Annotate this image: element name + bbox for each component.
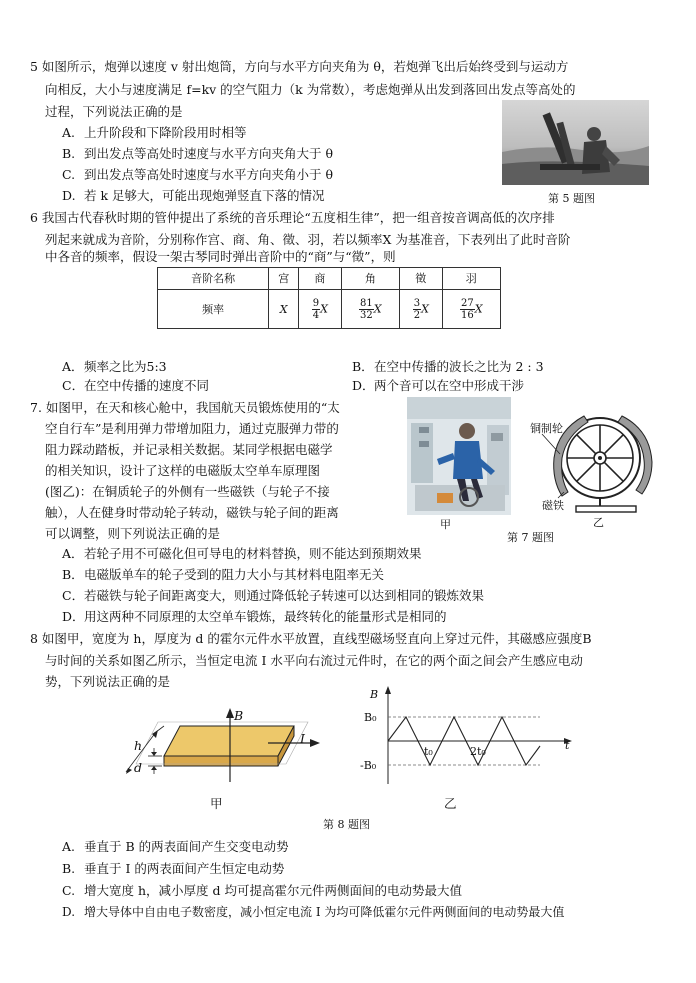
q8-fig-a-label-h: h (134, 738, 143, 753)
q8-line-3: 势，下列说法正确的是 (45, 674, 171, 689)
q8-line-2: 与时间的关系如图乙所示，当恒定电流 I 水平向右流过元件时，在它的两个面之间会产生感应电动 (45, 653, 583, 668)
q8-fig-b-axis-B: B (370, 688, 379, 701)
q7-option-a: A．若轮子用不可磁化但可导电的材料替换，则不能达到预期效果 (62, 546, 422, 561)
table-cell: $\frac{27}{16}$ X (442, 290, 500, 329)
table-cell: X (269, 290, 299, 329)
table-header: 羽 (442, 268, 500, 290)
table-row-label: 频率 (158, 290, 269, 329)
q6-option-c: C．在空中传播的速度不同 (62, 378, 210, 393)
table-header: 商 (299, 268, 342, 290)
q5-line-2: 向相反，大小与速度满足 f=kv 的空气阻力（k 为常数），考虑炮弹从出发到落回出发点等高处的 (45, 82, 576, 97)
q5-option-b: B. 到出发点等高处时速度与水平方向夹角大于 θ (62, 146, 333, 161)
q8-fig-b-t0: t₀ (424, 745, 433, 758)
q8-fig-b-caption: 乙 (444, 796, 457, 811)
q8-line-1: 8 如图甲，宽度为 h，厚度为 d 的霍尔元件水平放置，直线型磁场竖直向上穿过元件，其磁感应强度B (30, 631, 592, 646)
q5-option-c: C. 到出发点等高处时速度与水平方向夹角小于 θ (62, 167, 333, 182)
table-header: 角 (341, 268, 399, 290)
q5-caption: 第 5 题图 (548, 192, 595, 205)
q6-option-d: D．两个音可以在空中形成干涉 (352, 378, 525, 393)
table-cell: $\frac{81}{32}$ X (341, 290, 399, 329)
q8-fig-a-caption: 甲 (210, 796, 223, 811)
q7-line-2: 空自行车”是利用弹力带增加阻力，通过克服弹力带的 (45, 421, 339, 436)
q8-fig-b-B0: B₀ (364, 711, 377, 724)
q5-option-d: D. 若 k 足够大，可能出现炮弹竖直下落的情况 (62, 188, 325, 203)
q7-label-wheel: 铜制轮 (530, 422, 563, 435)
q8-fig-b-negB0: -B₀ (360, 759, 377, 772)
q7-line-7: 可以调整，则下列说法正确的是 (45, 526, 221, 541)
q6-line-2: 列起来就成为音阶，分别称作宫、商、角、徵、羽，若以频率X 为基准音，下表列出了此时音阶 (45, 232, 571, 247)
q8-option-a: A. 垂直于 B 的两表面间产生交变电动势 (62, 839, 289, 854)
q7-line-1: 7. 如图甲，在天和核心舱中，我国航天员锻炼使用的“太 (30, 400, 340, 415)
q8-hall-element-diagram (118, 708, 328, 816)
q6-option-b: B．在空中传播的波长之比为 2 : 3 (352, 359, 544, 374)
q5-option-a: A. 上升阶段和下降阶段用时相等 (62, 125, 247, 140)
q8-bt-graph (360, 684, 590, 794)
q7-option-c: C．若磁铁与轮子间距离变大，则通过降低轮子转速可以达到相同的锻炼效果 (62, 588, 485, 603)
q7-photo-jia (407, 397, 511, 515)
q8-option-c: C. 增大宽度 h，减小厚度 d 均可提高霍尔元件两侧面间的电动势最大值 (62, 883, 462, 898)
q8-option-b: B. 垂直于 I 的两表面间产生恒定电动势 (62, 861, 285, 876)
q7-option-b: B．电磁版单车的轮子受到的阻力大小与其材料电阻率无关 (62, 567, 385, 582)
q7-line-3: 阻力踩动踏板，并记录相关数据。某同学根据电磁学 (45, 442, 333, 457)
q8-option-d: D. 增大导体中自由电子数密度，减小恒定电流 I 为均可降低霍尔元件两侧面间的电动势最大值 (62, 905, 565, 919)
q8-caption: 第 8 题图 (323, 818, 370, 831)
q7-option-d: D．用这两种不同原理的太空单车锻炼，最终转化的能量形式是相同的 (62, 609, 447, 624)
q5-photo (502, 100, 649, 185)
q8-fig-b-2t0: 2t₀ (470, 745, 486, 758)
q8-fig-a-label-I: I (300, 731, 305, 746)
table-header: 宫 (269, 268, 299, 290)
q7-line-4: 的相关知识，设计了这样的电磁版太空单车原理图 (45, 463, 321, 478)
table-cell: $\frac{9}{4}$ X (299, 290, 342, 329)
q6-line-1: 6 我国古代春秋时期的管仲提出了系统的音乐理论“五度相生律”，把一组音按音调高低的次序排 (30, 210, 555, 225)
q7-label-yi: 乙 (593, 516, 604, 529)
table-header: 徵 (400, 268, 443, 290)
q5-line-1: 5 如图所示，炮弹以速度 v 射出炮筒，方向与水平方向夹角为 θ，若炮弹飞出后始终受到与运动方 (30, 59, 569, 74)
q8-fig-a-label-B: B (234, 708, 244, 723)
table-cell: $\frac{3}{2}$ X (400, 290, 443, 329)
q8-fig-b-axis-t: t (565, 739, 570, 752)
q7-line-6: 触），人在健身时带动轮子转动，磁铁与轮子间的距离 (45, 505, 339, 520)
q5-line-3: 过程，下列说法正确的是 (45, 104, 183, 119)
q6-option-a: A．频率之比为5:3 (62, 359, 167, 374)
tone-frequency-table (157, 267, 501, 329)
q7-label-magnet: 磁铁 (542, 499, 564, 512)
q8-fig-a-label-d: d (134, 760, 143, 775)
q7-line-5: (图乙)：在铜质轮子的外侧有一些磁铁（与轮子不接 (45, 484, 330, 499)
q7-caption: 第 7 题图 (507, 531, 554, 544)
q6-line-3: 中各音的频率，假设一架古琴同时弹出音阶中的“商”与“徵”，则 (45, 249, 396, 264)
q7-label-jia: 甲 (440, 518, 451, 531)
table-header: 音阶名称 (158, 268, 269, 290)
